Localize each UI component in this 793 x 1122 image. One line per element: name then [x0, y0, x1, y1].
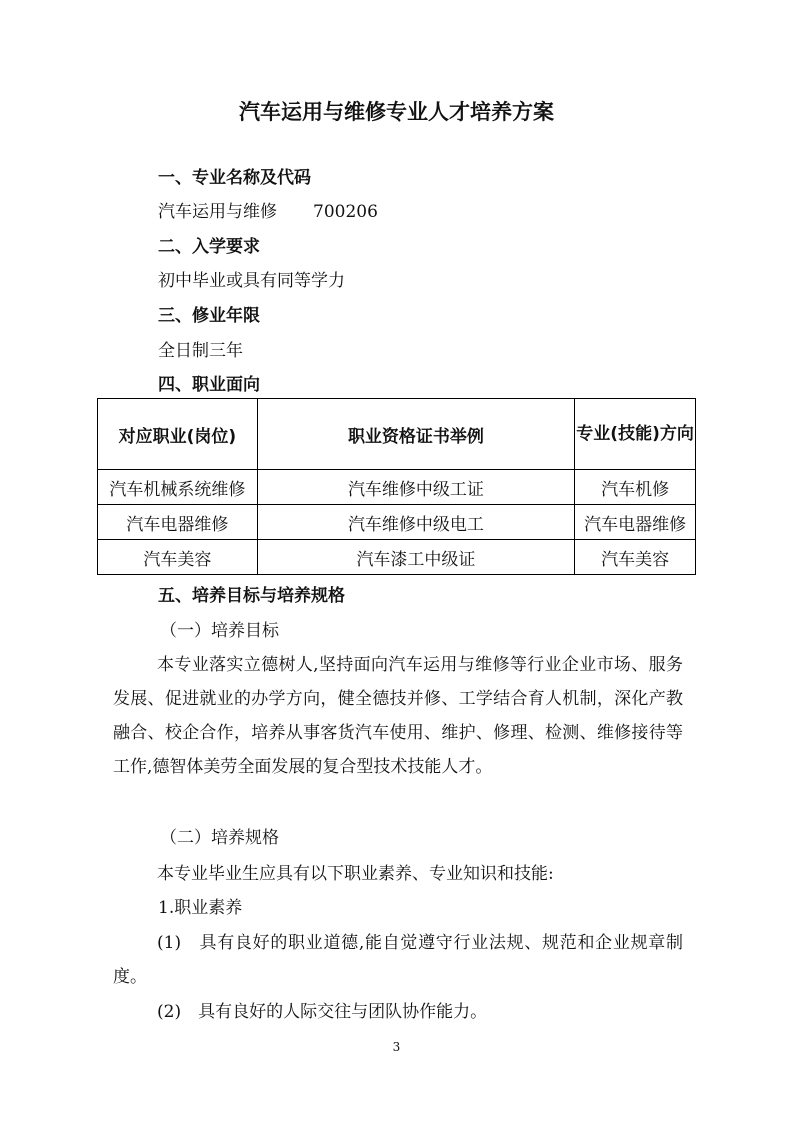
table-cell: 汽车机械系统维修 — [98, 470, 258, 505]
quality-point-1: (1) 具有良好的职业道德,能自觉遵守行业法规、规范和企业规章制度。 — [113, 933, 683, 987]
table-cell: 汽车漆工中级证 — [257, 540, 574, 575]
section-4-heading: 四、职业面向 — [158, 375, 260, 395]
section-1-heading: 一、专业名称及代码 — [158, 168, 311, 188]
quality-point-2: (2) 具有良好的人际交往与团队协作能力。 — [157, 1002, 488, 1022]
item-professional-quality: 1.职业素养 — [158, 898, 243, 918]
admission-text: 初中毕业或具有同等学力 — [158, 271, 345, 291]
duration-text: 全日制三年 — [158, 341, 243, 361]
table-header-cell: 对应职业(岗位) — [98, 399, 258, 470]
section-2-heading: 二、入学要求 — [158, 237, 260, 257]
goal-paragraph: 本专业落实立德树人,坚持面向汽车运用与维修等行业企业市场、服务发展、促进就业的办学方向，健全德技并修、工学结合育人机制，深化产教融合、校企合作，培养从事客货汽车使用、维护、修理、检测、维修接待等工作,德智体美劳全面发展的复合型技术技能人才。 — [113, 655, 683, 777]
section-3-heading: 三、修业年限 — [158, 306, 260, 326]
table-cell: 汽车电器维修 — [98, 505, 258, 540]
table-header-cell: 职业资格证书举例 — [257, 399, 574, 470]
table-cell: 汽车机修 — [575, 470, 696, 505]
table-cell: 汽车美容 — [98, 540, 258, 575]
table-cell: 汽车维修中级电工 — [257, 505, 574, 540]
table-row — [98, 540, 696, 575]
major-name: 汽车运用与维修 — [158, 202, 277, 222]
table-cell: 汽车维修中级工证 — [257, 470, 574, 505]
table-header-row — [98, 399, 696, 470]
subsection-goal: （一）培养目标 — [160, 621, 279, 641]
section-5-heading: 五、培养目标与培养规格 — [158, 586, 345, 606]
table-header-cell: 专业(技能)方向 — [575, 399, 696, 470]
major-name-line — [158, 200, 378, 224]
major-code: 700206 — [313, 202, 378, 222]
table-cell: 汽车电器维修 — [575, 505, 696, 540]
page-number: 3 — [392, 1040, 401, 1054]
table-row — [98, 470, 696, 505]
subsection-spec: （二）培养规格 — [160, 828, 279, 848]
spec-intro-paragraph: 本专业毕业生应具有以下职业素养、专业知识和技能: — [157, 864, 554, 884]
career-table — [97, 398, 696, 575]
table-cell: 汽车美容 — [575, 540, 696, 575]
table-row — [98, 505, 696, 540]
document-title: 汽车运用与维修专业人才培养方案 — [239, 100, 554, 124]
